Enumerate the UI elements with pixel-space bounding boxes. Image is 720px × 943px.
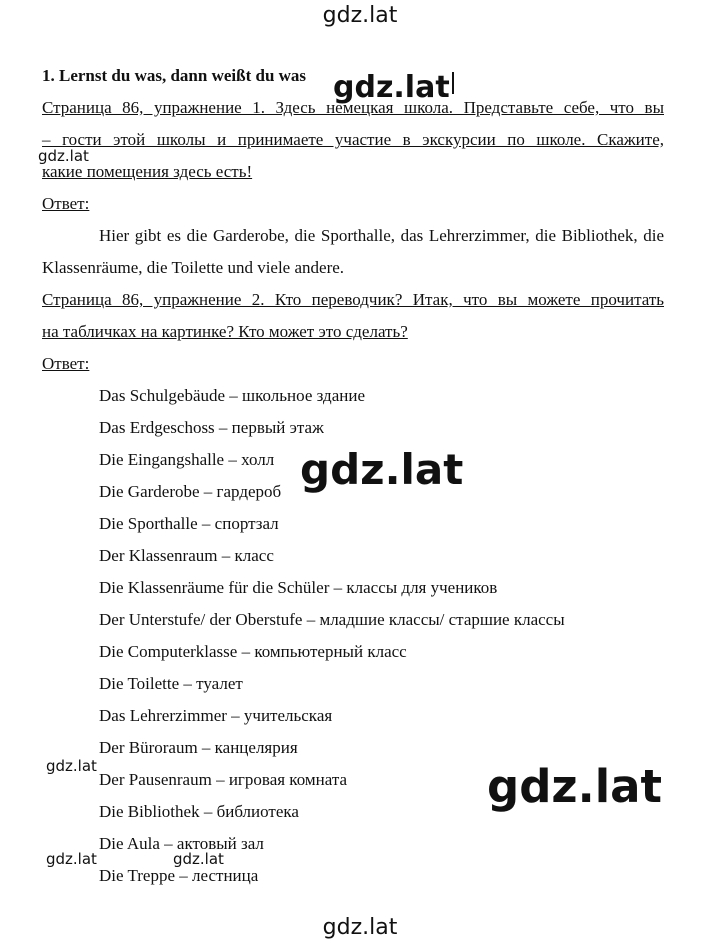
answer-2-label: Ответ: bbox=[42, 354, 90, 373]
watermark-big-right: gdz.lat bbox=[487, 760, 663, 813]
watermark-left-1: gdz.lat bbox=[38, 147, 89, 165]
list-item: Das Erdgeschoss – первый этаж bbox=[99, 418, 324, 437]
list-item: Der Pausenraum – игровая комната bbox=[99, 770, 348, 789]
task-2 bbox=[42, 284, 664, 348]
task-1 bbox=[42, 92, 664, 188]
section-heading: 1. Lernst du was, dann weißt du was bbox=[42, 66, 307, 85]
task-1-line-1: Страница 86, упражнение 1. Здесь немецкая школа. Представьте себе, что вы bbox=[42, 98, 664, 117]
watermark-bottom: gdz.lat bbox=[322, 915, 398, 940]
watermark-cursor-bar bbox=[452, 72, 454, 94]
list-item: Das Schulgebäude – школьное здание bbox=[99, 386, 365, 405]
task-2-line-2: на табличках на картинке? Кто может это сделать? bbox=[42, 322, 408, 341]
watermark-heading: gdz.lat bbox=[333, 70, 450, 105]
list-item: Die Klassenräume für die Schüler – классы для учеников bbox=[99, 578, 498, 597]
watermark-center-small: gdz.lat bbox=[173, 850, 224, 868]
watermark-left-2: gdz.lat bbox=[46, 757, 97, 775]
list-item: Das Lehrerzimmer – учительская bbox=[99, 706, 333, 725]
answer-1-text: Hier gibt es die Garderobe, die Sporthalle, das Lehrerzimmer, die Bibliothek, die Klassenräume, die Toilette und viele andere. bbox=[42, 226, 664, 277]
list-item: Der Büroraum – канцелярия bbox=[99, 738, 298, 757]
list-item: Die Toilette – туалет bbox=[99, 674, 243, 693]
list-item: Der Unterstufe/ der Oberstufe – младшие классы/ старшие классы bbox=[99, 610, 565, 629]
task-2-line-1: Страница 86, упражнение 2. Кто переводчик? Итак, что вы можете прочитать bbox=[42, 290, 664, 309]
watermark-left-3: gdz.lat bbox=[46, 850, 97, 868]
task-1-line-2: – гости этой школы и принимаете участие в экскурсии по школе. Скажите, bbox=[42, 130, 664, 149]
answer-1-label: Ответ: bbox=[42, 194, 90, 213]
task-1-line-3: какие помещения здесь есть! bbox=[42, 162, 253, 181]
list-item: Die Garderobe – гардероб bbox=[99, 482, 282, 501]
list-item: Die Eingangshalle – холл bbox=[99, 450, 275, 469]
watermark-middle: gdz.lat bbox=[300, 445, 464, 494]
list-item: Die Computerklasse – компьютерный класс bbox=[99, 642, 407, 661]
list-item: Die Treppe – лестница bbox=[99, 866, 259, 885]
list-item: Der Klassenraum – класс bbox=[99, 546, 274, 565]
list-item: Die Bibliothek – библиотека bbox=[99, 802, 299, 821]
list-item: Die Aula – актовый зал bbox=[99, 834, 264, 853]
watermark-top: gdz.lat bbox=[322, 3, 398, 28]
list-item: Die Sporthalle – спортзал bbox=[99, 514, 279, 533]
